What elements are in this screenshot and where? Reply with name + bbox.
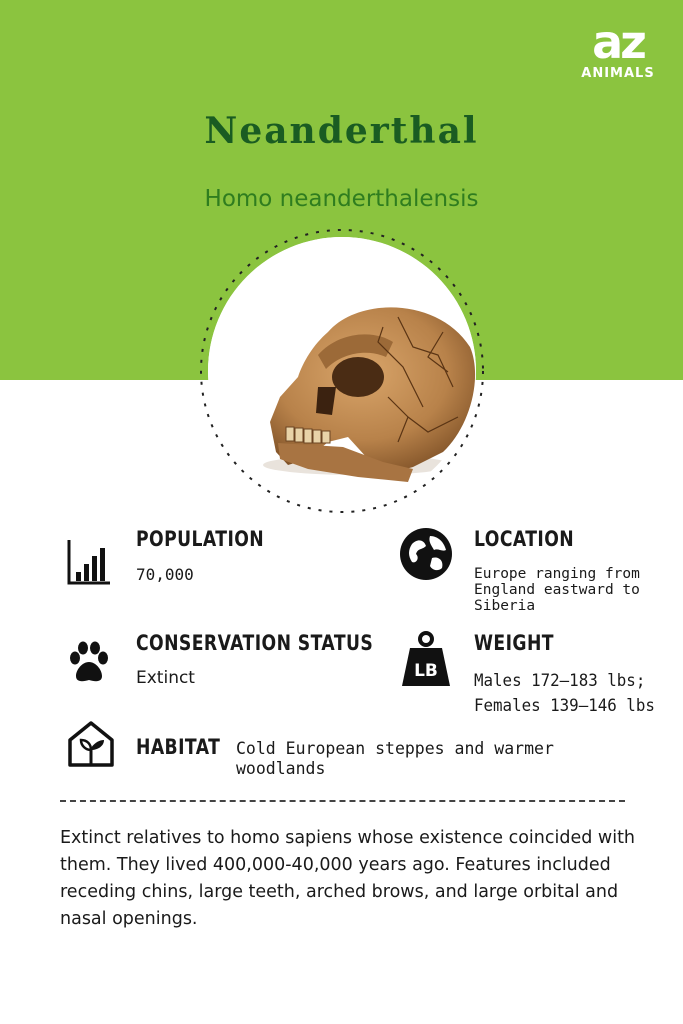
population-label: POPULATION [136, 527, 265, 551]
logo-mark: az [592, 15, 644, 69]
weight-value-line2: Females 139–146 lbs [474, 696, 655, 716]
habitat-label: HABITAT [136, 735, 221, 759]
habitat-value: Cold European steppes and warmer woodlands [236, 739, 554, 778]
conservation-label: CONSERVATION STATUS [136, 631, 374, 655]
description-text: Extinct relatives to homo sapiens whose existence coincided with them. They lived 400,000-40,000 years ago. Features included receding chins, large teeth, arched brows, and large orbital and nasal openings. [60, 828, 636, 929]
skull-photo [208, 237, 476, 505]
population-value: 70,000 [136, 565, 194, 584]
page-title: Neanderthal [204, 110, 479, 152]
bar-chart-icon [66, 538, 112, 586]
scientific-name: Homo neanderthalensis [204, 186, 479, 212]
weight-value-line1: Males 172–183 lbs; [474, 671, 646, 691]
weight-lb-icon [400, 630, 452, 690]
skull-illustration [208, 237, 476, 505]
weight-icon-text: LB [414, 661, 438, 681]
paw-icon [66, 640, 112, 684]
logo-text: ANIMALS [581, 66, 655, 81]
location-value: Europe ranging from England eastward to Siberia [474, 566, 640, 614]
location-label: LOCATION [474, 527, 575, 551]
house-plant-icon [66, 720, 116, 768]
weight-label: WEIGHT [474, 631, 554, 655]
conservation-value: Extinct [136, 668, 195, 688]
section-divider [60, 800, 625, 802]
weight-value [474, 669, 655, 719]
az-animals-logo[interactable] [572, 15, 664, 90]
globe-icon [398, 526, 454, 582]
